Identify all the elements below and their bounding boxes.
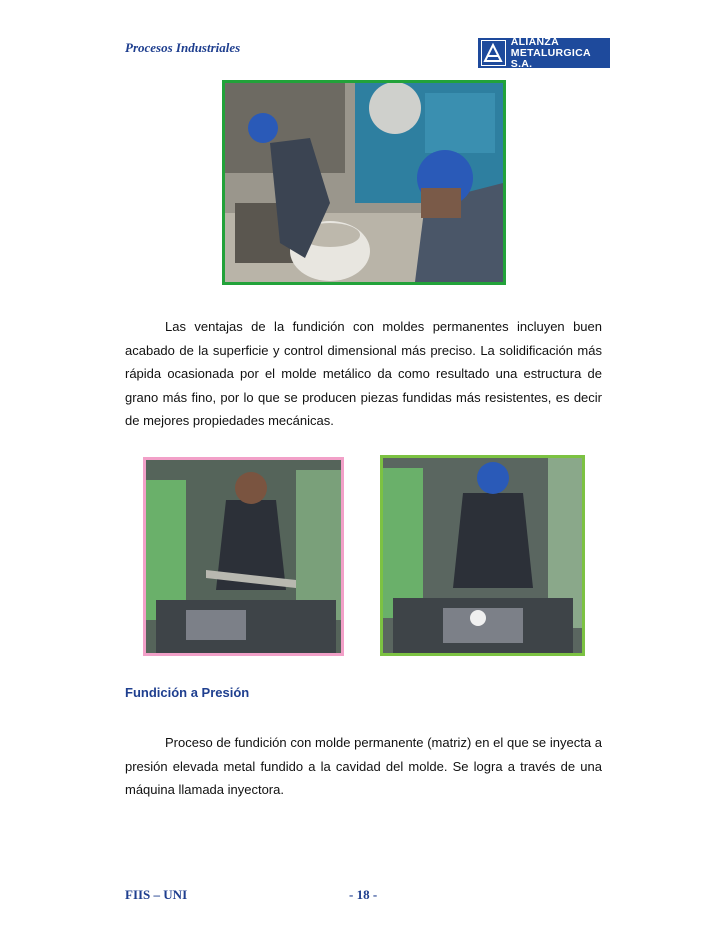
footer-institution: FIIS – UNI (125, 887, 188, 902)
paragraph-advantages (125, 315, 602, 433)
company-logo (478, 35, 610, 70)
logo-line-1: ALIANZA (510, 35, 559, 48)
section-heading: Fundición a Presión (125, 685, 250, 700)
paragraph-advantages-text: Las ventajas de la fundición con moldes permanentes incluyen buen acabado de la superficie y control dimensional más preciso. La solidificación más rápida ocasionada por el molde metálico da como resultado una estructura de grano más fino, por lo que se producen piezas fundidas más resistentes, es decir de mejores propiedades mecánicas. (125, 319, 602, 428)
worker-mold-photo (380, 455, 585, 656)
document-title: Procesos Industriales (125, 40, 241, 55)
page-number: - 18 - (349, 887, 378, 902)
paragraph-die-casting (125, 731, 602, 802)
logo-line-2: METALURGICA S.A. (510, 46, 591, 70)
paragraph-die-casting-text: Proceso de fundición con molde permanente (matriz) en el que se inyecta a presión elevada metal fundido a la cavidad del molde. Se logra a través de una máquina llamada inyectora. (125, 735, 602, 797)
logo-a-icon (481, 40, 506, 66)
foundry-workers-photo (222, 80, 506, 285)
worker-die-machine-photo (143, 457, 344, 656)
